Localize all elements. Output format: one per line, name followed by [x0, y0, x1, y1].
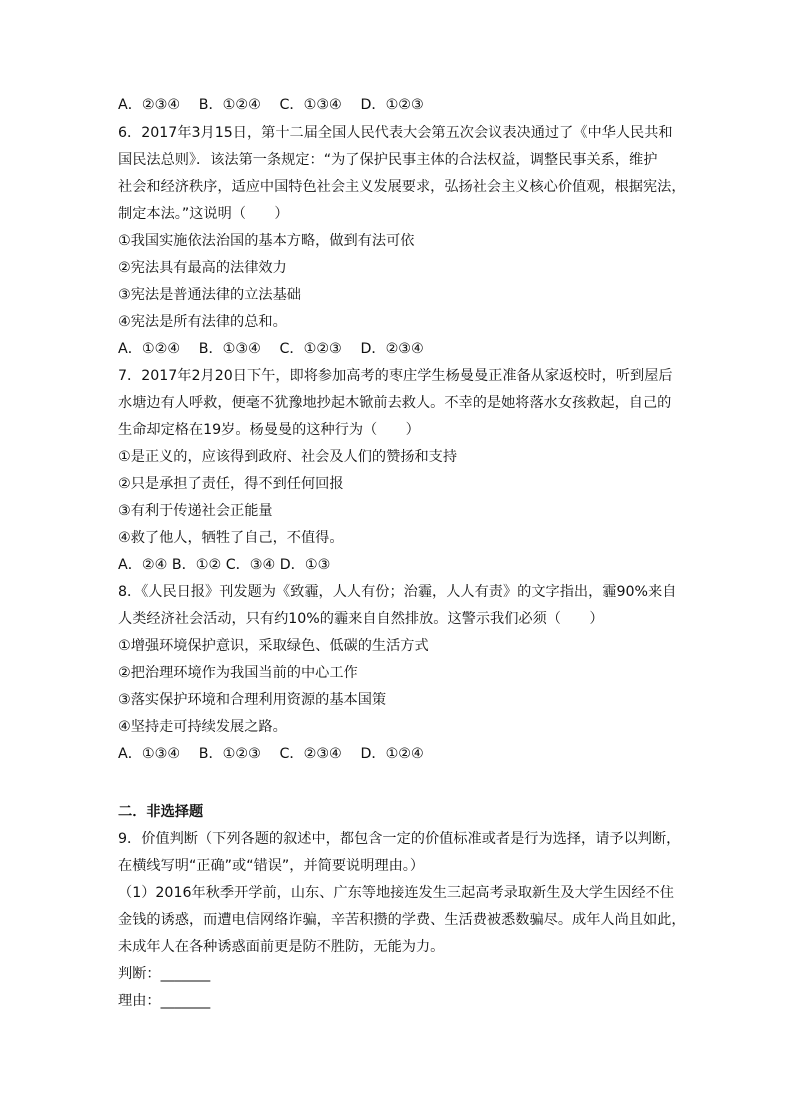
- q7-options: A．②④ B．①② C．③④ D．①③: [118, 557, 331, 573]
- q9-stem-line-2: 在横线写明“正确”或“错误”，并简要说明理由。）: [118, 858, 425, 874]
- q8-item-3: ③落实保护环境和合理利用资源的基本国策: [118, 692, 387, 708]
- q8-stem-line-1: 8．《人民日报》刊发题为《致霾，人人有份；治霾，人人有责》的文字指出，霾90%来自: [118, 584, 677, 600]
- q7-item-2: ②只是承担了责任，得不到任何回报: [118, 476, 344, 492]
- section-title: 二．非选择题: [118, 804, 204, 820]
- q6-item-4: ④宪法是所有法律的总和。: [118, 314, 287, 330]
- q9-sub1-line-3: 未成年人在各种诱惑面前更是防不胜防，无能为力。: [118, 939, 445, 955]
- q7-stem-line-3: 生命却定格在19岁。杨曼曼的这种行为（ ）: [118, 422, 420, 438]
- q7-stem-line-1: 7．2017年2月20日下午，即将参加高考的枣庄学生杨曼曼正准备从家返校时，听到屋后: [118, 368, 673, 384]
- q6-item-2: ②宪法具有最高的法律效力: [118, 260, 287, 276]
- q9-judge-blank: 判断：_______: [118, 966, 211, 982]
- q7-item-1: ①是正义的，应该得到政府、社会及人们的赞扬和支持: [118, 449, 458, 465]
- q8-options: A．①③④ B．①②③ C．②③④ D．①②④: [118, 746, 424, 762]
- q8-item-2: ②把治理环境作为我国当前的中心工作: [118, 665, 358, 681]
- q6-stem-line-4: 制定本法。”这说明（ ）: [118, 206, 289, 222]
- q7-stem-line-2: 水塘边有人呼救，便毫不犹豫地抄起木锨前去救人。不幸的是她将落水女孩救起，自己的: [118, 395, 672, 411]
- q6-item-1: ①我国实施依法治国的基本方略，做到有法可依: [118, 233, 415, 249]
- q6-stem-line-1: 6．2017年3月15日，第十二届全国人民代表大会第五次会议表决通过了《中华人民共和: [118, 125, 673, 141]
- q6-stem-line-2: 国民法总则》．该法第一条规定：“为了保护民事主体的合法权益，调整民事关系，维护: [118, 152, 658, 168]
- q8-stem-line-2: 人类经济社会活动，只有约10%的霾来自自然排放。这警示我们必须（ ）: [118, 611, 604, 627]
- q9-sub1-line-2: 金钱的诱惑，而遭电信网络诈骗，辛苦积攒的学费、生活费被悉数骗尽。成年人尚且如此，: [118, 912, 686, 928]
- q8-item-4: ④坚持走可持续发展之路。: [118, 719, 287, 735]
- q9-reason-blank: 理由：_______: [118, 993, 211, 1009]
- q9-sub1-line-1: （1）2016年秋季开学前，山东、广东等地接连发生三起高考录取新生及大学生因经不住: [118, 885, 674, 901]
- q7-item-4: ④救了他人，牺牲了自己，不值得。: [118, 530, 344, 546]
- q7-item-3: ③有利于传递社会正能量: [118, 503, 273, 519]
- q9-stem-line-1: 9．价值判断（下列各题的叙述中，都包含一定的价值标准或者是行为选择，请予以判断，: [118, 831, 681, 847]
- q6-options: A．①②④ B．①③④ C．①②③ D．②③④: [118, 341, 424, 357]
- q6-stem-line-3: 社会和经济秩序，适应中国特色社会主义发展要求，弘扬社会主义核心价值观，根据宪法，: [118, 179, 686, 195]
- q5-options: A．②③④ B．①②④ C．①③④ D．①②③: [118, 97, 424, 113]
- q8-item-1: ①增强环境保护意识，采取绿色、低碳的生活方式: [118, 638, 429, 654]
- q6-item-3: ③宪法是普通法律的立法基础: [118, 287, 301, 303]
